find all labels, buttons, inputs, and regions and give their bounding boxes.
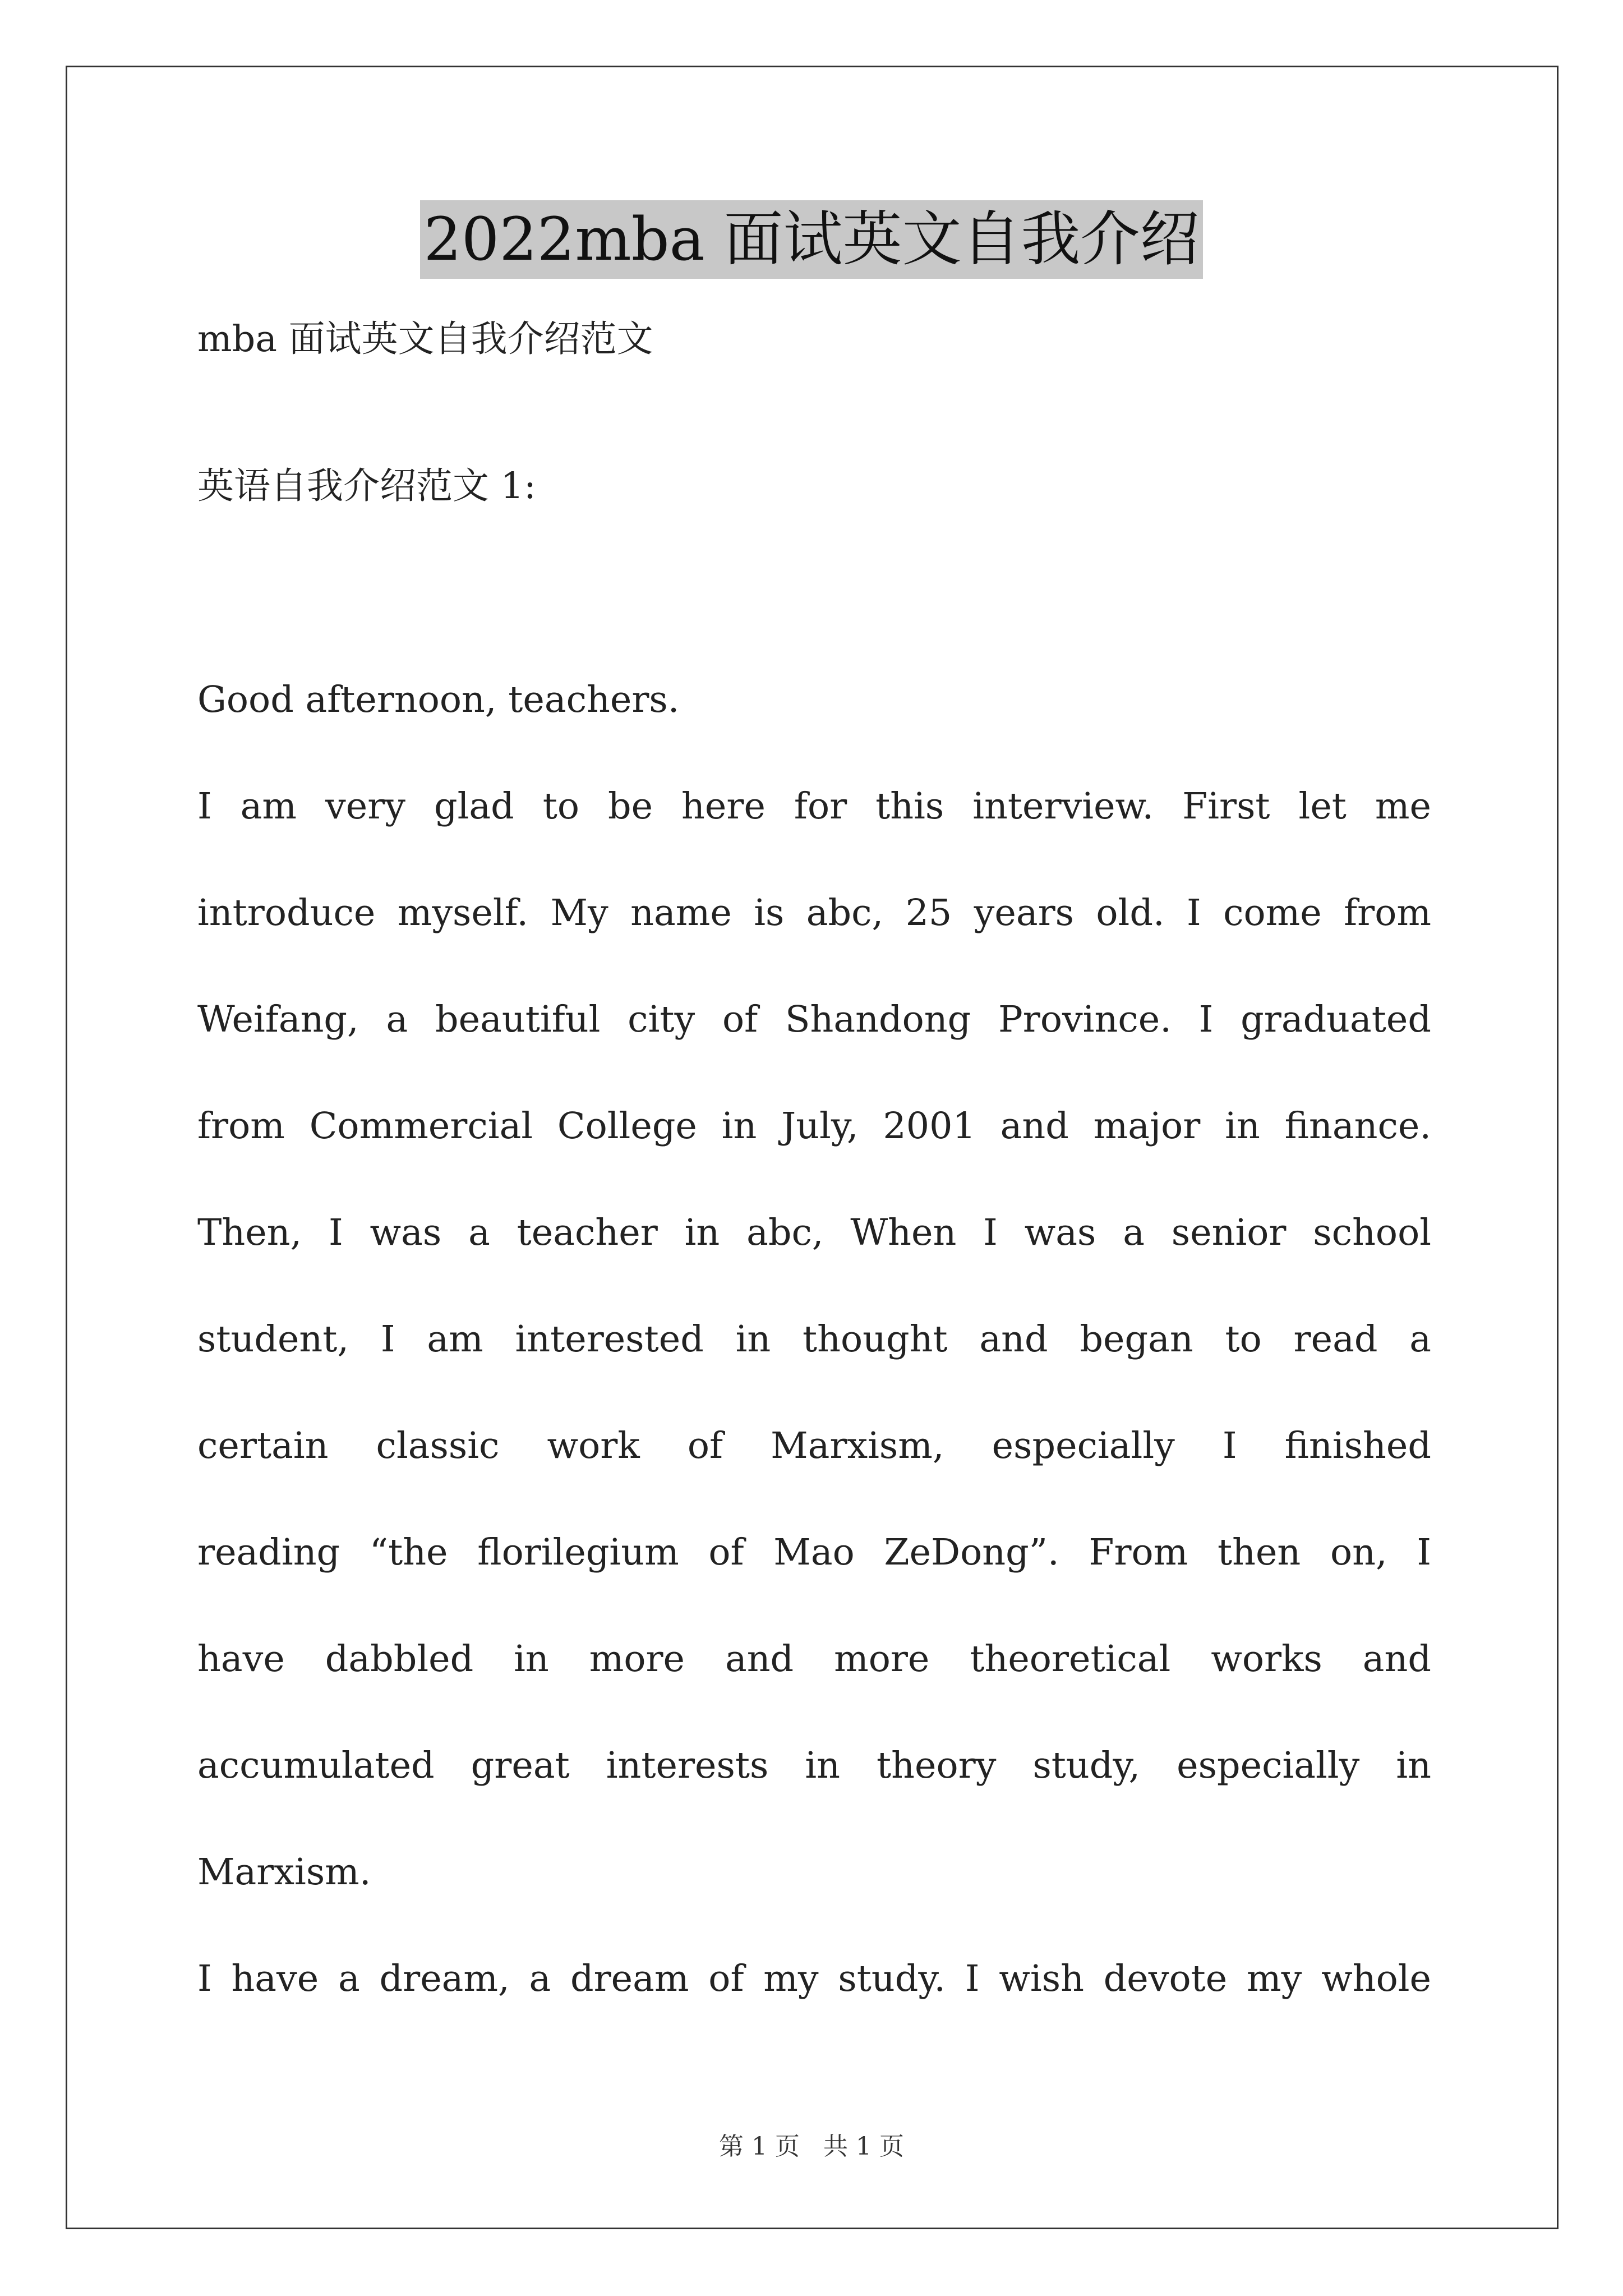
body-line-4: from Commercial College in July, 2001 and major in finance. <box>197 1105 1431 1147</box>
body-line-6: student, I am interested in thought and began to read a <box>197 1318 1431 1360</box>
body-line-5: Then, I was a teacher in abc, When I was a senior school <box>197 1212 1431 1254</box>
body-line-8: reading “the florilegium of Mao ZeDong”. From then on, I <box>197 1531 1431 1573</box>
body-line-11: Marxism. <box>197 1851 371 1893</box>
page-footer: 第 1 页 共 1 页 <box>719 2132 904 2161</box>
body-line-3: Weifang, a beautiful city of Shandong Province. I graduated <box>197 999 1431 1041</box>
body-line-9: have dabbled in more and more theoretical works and <box>197 1638 1431 1680</box>
body-line-1: I am very glad to be here for this interview. First let me <box>197 785 1431 827</box>
subtitle: mba 面试英文自我介绍范文 <box>197 318 653 360</box>
document-title: 2022mba 面试英文自我介绍 <box>420 200 1202 279</box>
body-line-7: certain classic work of Marxism, especially I finished <box>197 1425 1431 1467</box>
body-line-12: I have a dream, a dream of my study. I wish devote my whole <box>197 1958 1431 2000</box>
body-line-10: accumulated great interests in theory study, especially in <box>197 1745 1431 1787</box>
section-heading: 英语自我介绍范文 1: <box>197 465 536 507</box>
greeting-line: Good afternoon, teachers. <box>197 679 680 721</box>
body-line-2: introduce myself. My name is abc, 25 years old. I come from <box>197 892 1431 934</box>
title-container <box>0 200 1623 279</box>
